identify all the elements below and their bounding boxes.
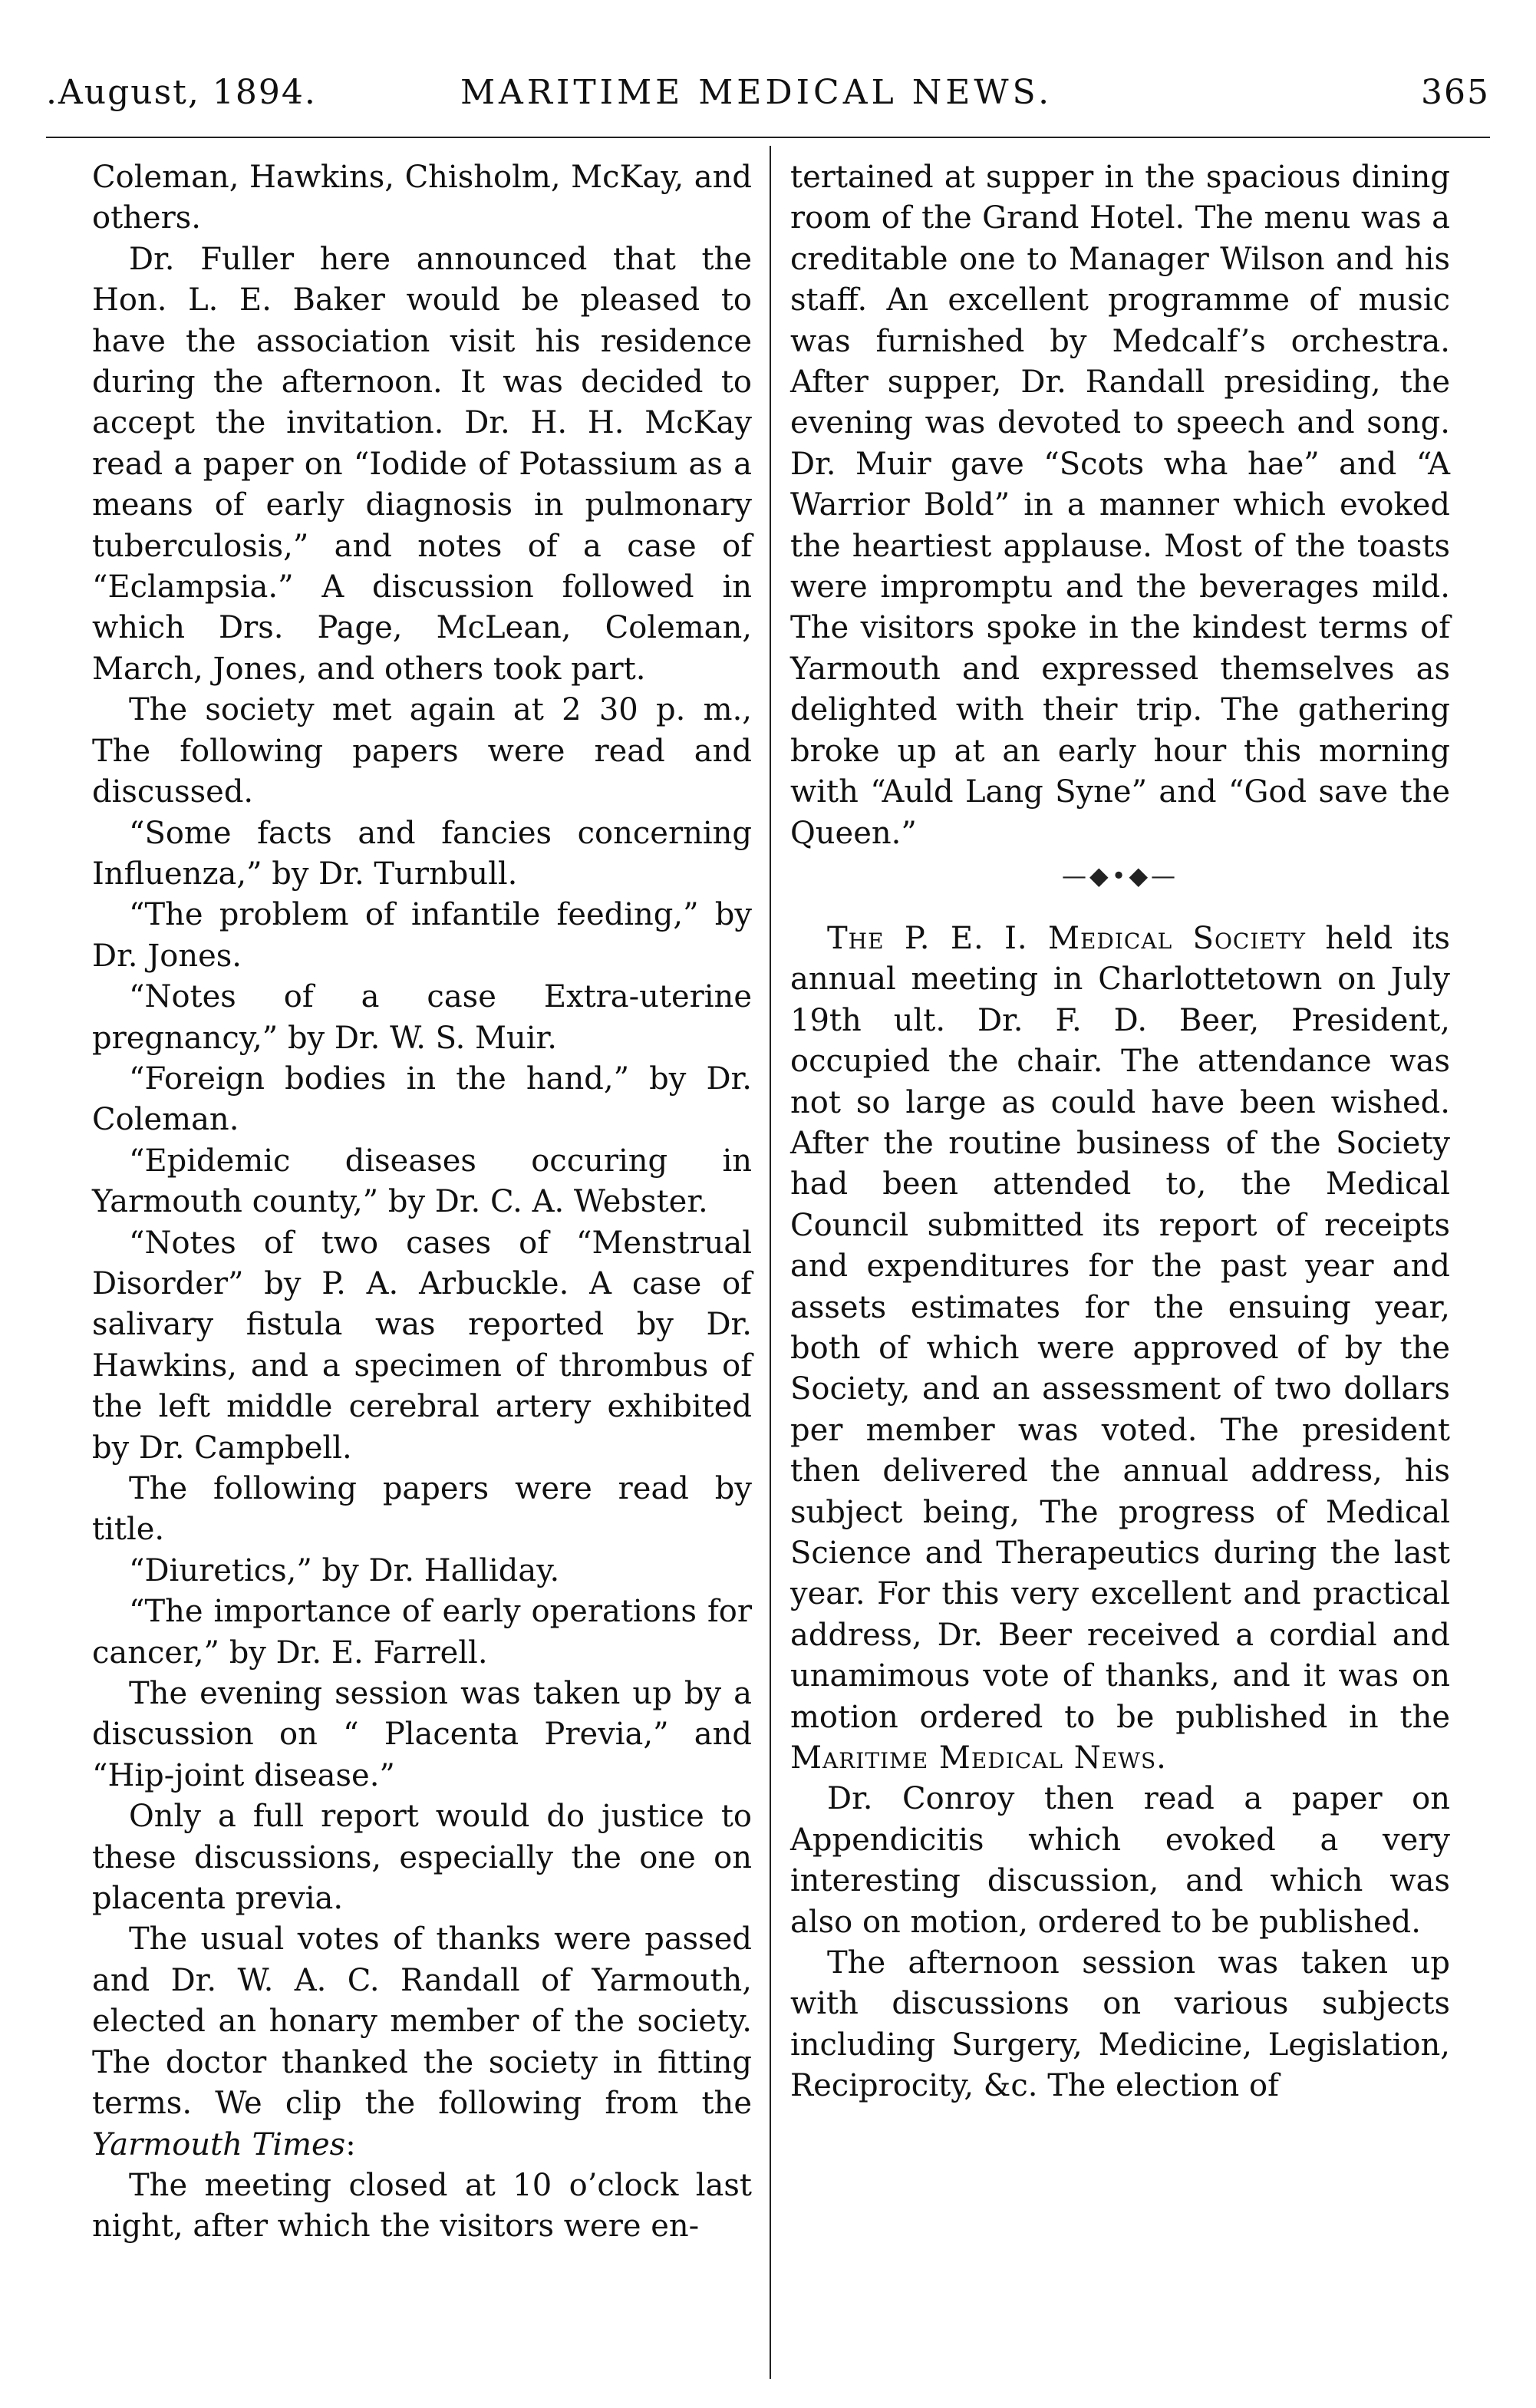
paragraph — [92, 1919, 752, 2165]
paragraph: Dr. Conroy then read a paper on Appendicitis which evoked a very interesting discussion, and which was also on motion, ordered to be published. — [790, 1781, 1450, 1940]
right-column — [790, 157, 1450, 2107]
paper-title: “The importance of early operations for cancer,” by Dr. E. Farrell. — [92, 1594, 752, 1671]
paper-title: “Diuretics,” by Dr. Halliday. — [129, 1552, 560, 1588]
paper-title: “Notes of two cases of “Menstrual Disorder” by P. A. Arbuckle. A case of salivary fistula was reported by Dr. Hawkins, and a specimen of thrombus of the left middle cerebral artery exhibited by Dr. Campbell. — [92, 1225, 752, 1466]
header-rule — [46, 137, 1490, 138]
journal-title: MARITIME MEDICAL NEWS. — [460, 73, 1053, 112]
paragraph — [790, 919, 1450, 1780]
paper-title: “Epidemic diseases occuring in Yarmouth county,” by Dr. C. A. Webster. — [92, 1143, 752, 1220]
page-number: 365 — [1421, 73, 1490, 112]
section-lead: The P. E. I. Medical Society — [827, 920, 1306, 956]
paragraph: The meeting closed at 10 o’clock last night, after which the visitors were en- — [92, 2167, 752, 2245]
paragraph: Only a full report would do justice to these discussions, especially the one on placenta previa. — [92, 1799, 752, 1917]
paragraph: Coleman, Hawkins, Chisholm, McKay, and others. — [92, 160, 752, 236]
left-column — [92, 157, 752, 2248]
paragraph: The following papers were read by title. — [92, 1471, 752, 1548]
section-ornament: —◆•◆— — [1061, 860, 1179, 890]
paragraph: Dr. Fuller here announced that the Hon. L. E. Baker would be pleased to have the association visit his residence during the afternoon. It was decided to accept the invitation. Dr. H. H. McKay read a paper on “Iodide of Potassium as a means of early diagnosis in pulmonary tuberculosis,” and notes of a case of “Eclampsia.” A discussion followed in which Drs. Page, McLean, Coleman, March, Jones, and others took part. — [92, 241, 752, 687]
paper-title: “The problem of infantile feeding,” by Dr. Jones. — [92, 897, 752, 974]
paragraph: The society met again at 2 30 p. m., The following papers were read and discussed. — [92, 692, 752, 810]
paper-title: “Notes of a case Extra-uterine pregnancy,” by Dr. W. S. Muir. — [92, 979, 752, 1056]
journal-reference: Maritime Medical News. — [790, 1740, 1167, 1776]
thanks-text: The usual votes of thanks were passed and Dr. W. A. C. Randall of Yarmouth, elected an honary member of the society. The doctor thanked the society in fitting terms. We clip the following from the — [92, 1921, 752, 2122]
paragraph: The afternoon session was taken up with discussions on various subjects including Surgery, Medicine, Legislation, Reciprocity, &c. The election of — [790, 1945, 1450, 2104]
paragraph: tertained at supper in the spacious dining room of the Grand Hotel. The menu was a creditable one to Manager Wilson and his staff. An excellent programme of music was furnished by Medcalf’s orchestra. After supper, Dr. Randall presiding, the evening was devoted to speech and song. Dr. Muir gave “Scots wha hae” and “A Warrior Bold” in a manner which evoked the heartiest applause. Most of the toasts were impromptu and the beverages mild. The visitors spoke in the kindest terms of Yarmouth and expressed themselves as delighted with their trip. The gathering broke up at an early hour this morning with “Auld Lang Syne” and “God save the Queen.” — [790, 160, 1450, 851]
newspaper-name: Yarmouth Times — [92, 2126, 346, 2162]
running-head — [46, 73, 1490, 127]
paper-title: “Foreign bodies in the hand,” by Dr. Coleman. — [92, 1061, 752, 1138]
pei-text: held its annual meeting in Charlottetown on July 19th ult. Dr. F. D. Beer, President, occupied the chair. The attendance was not so large as could have been wished. After the routine business of the Society had been attended to, the Medical Council submitted its report of receipts and expenditures for the past year and assets estimates for the ensuing year, both of which were approved of by the Society, and an assessment of two dollars per member was voted. The president then delivered the annual address, his subject being, The progress of Medical Science and Therapeutics during the last year. For this very excellent and practical address, Dr. Beer received a cordial and unamimous vote of thanks, and it was on motion ordered to be published in the — [790, 920, 1450, 1735]
paragraph: The evening session was taken up by a discussion on “ Placenta Previa,” and “Hip-joint disease.” — [92, 1676, 752, 1793]
column-rule — [770, 146, 771, 2379]
paper-title: “Some facts and fancies concerning Influenza,” by Dr. Turnbull. — [92, 815, 752, 892]
issue-date: .August, 1894. — [46, 73, 317, 112]
thanks-punctuation: : — [345, 2126, 356, 2162]
